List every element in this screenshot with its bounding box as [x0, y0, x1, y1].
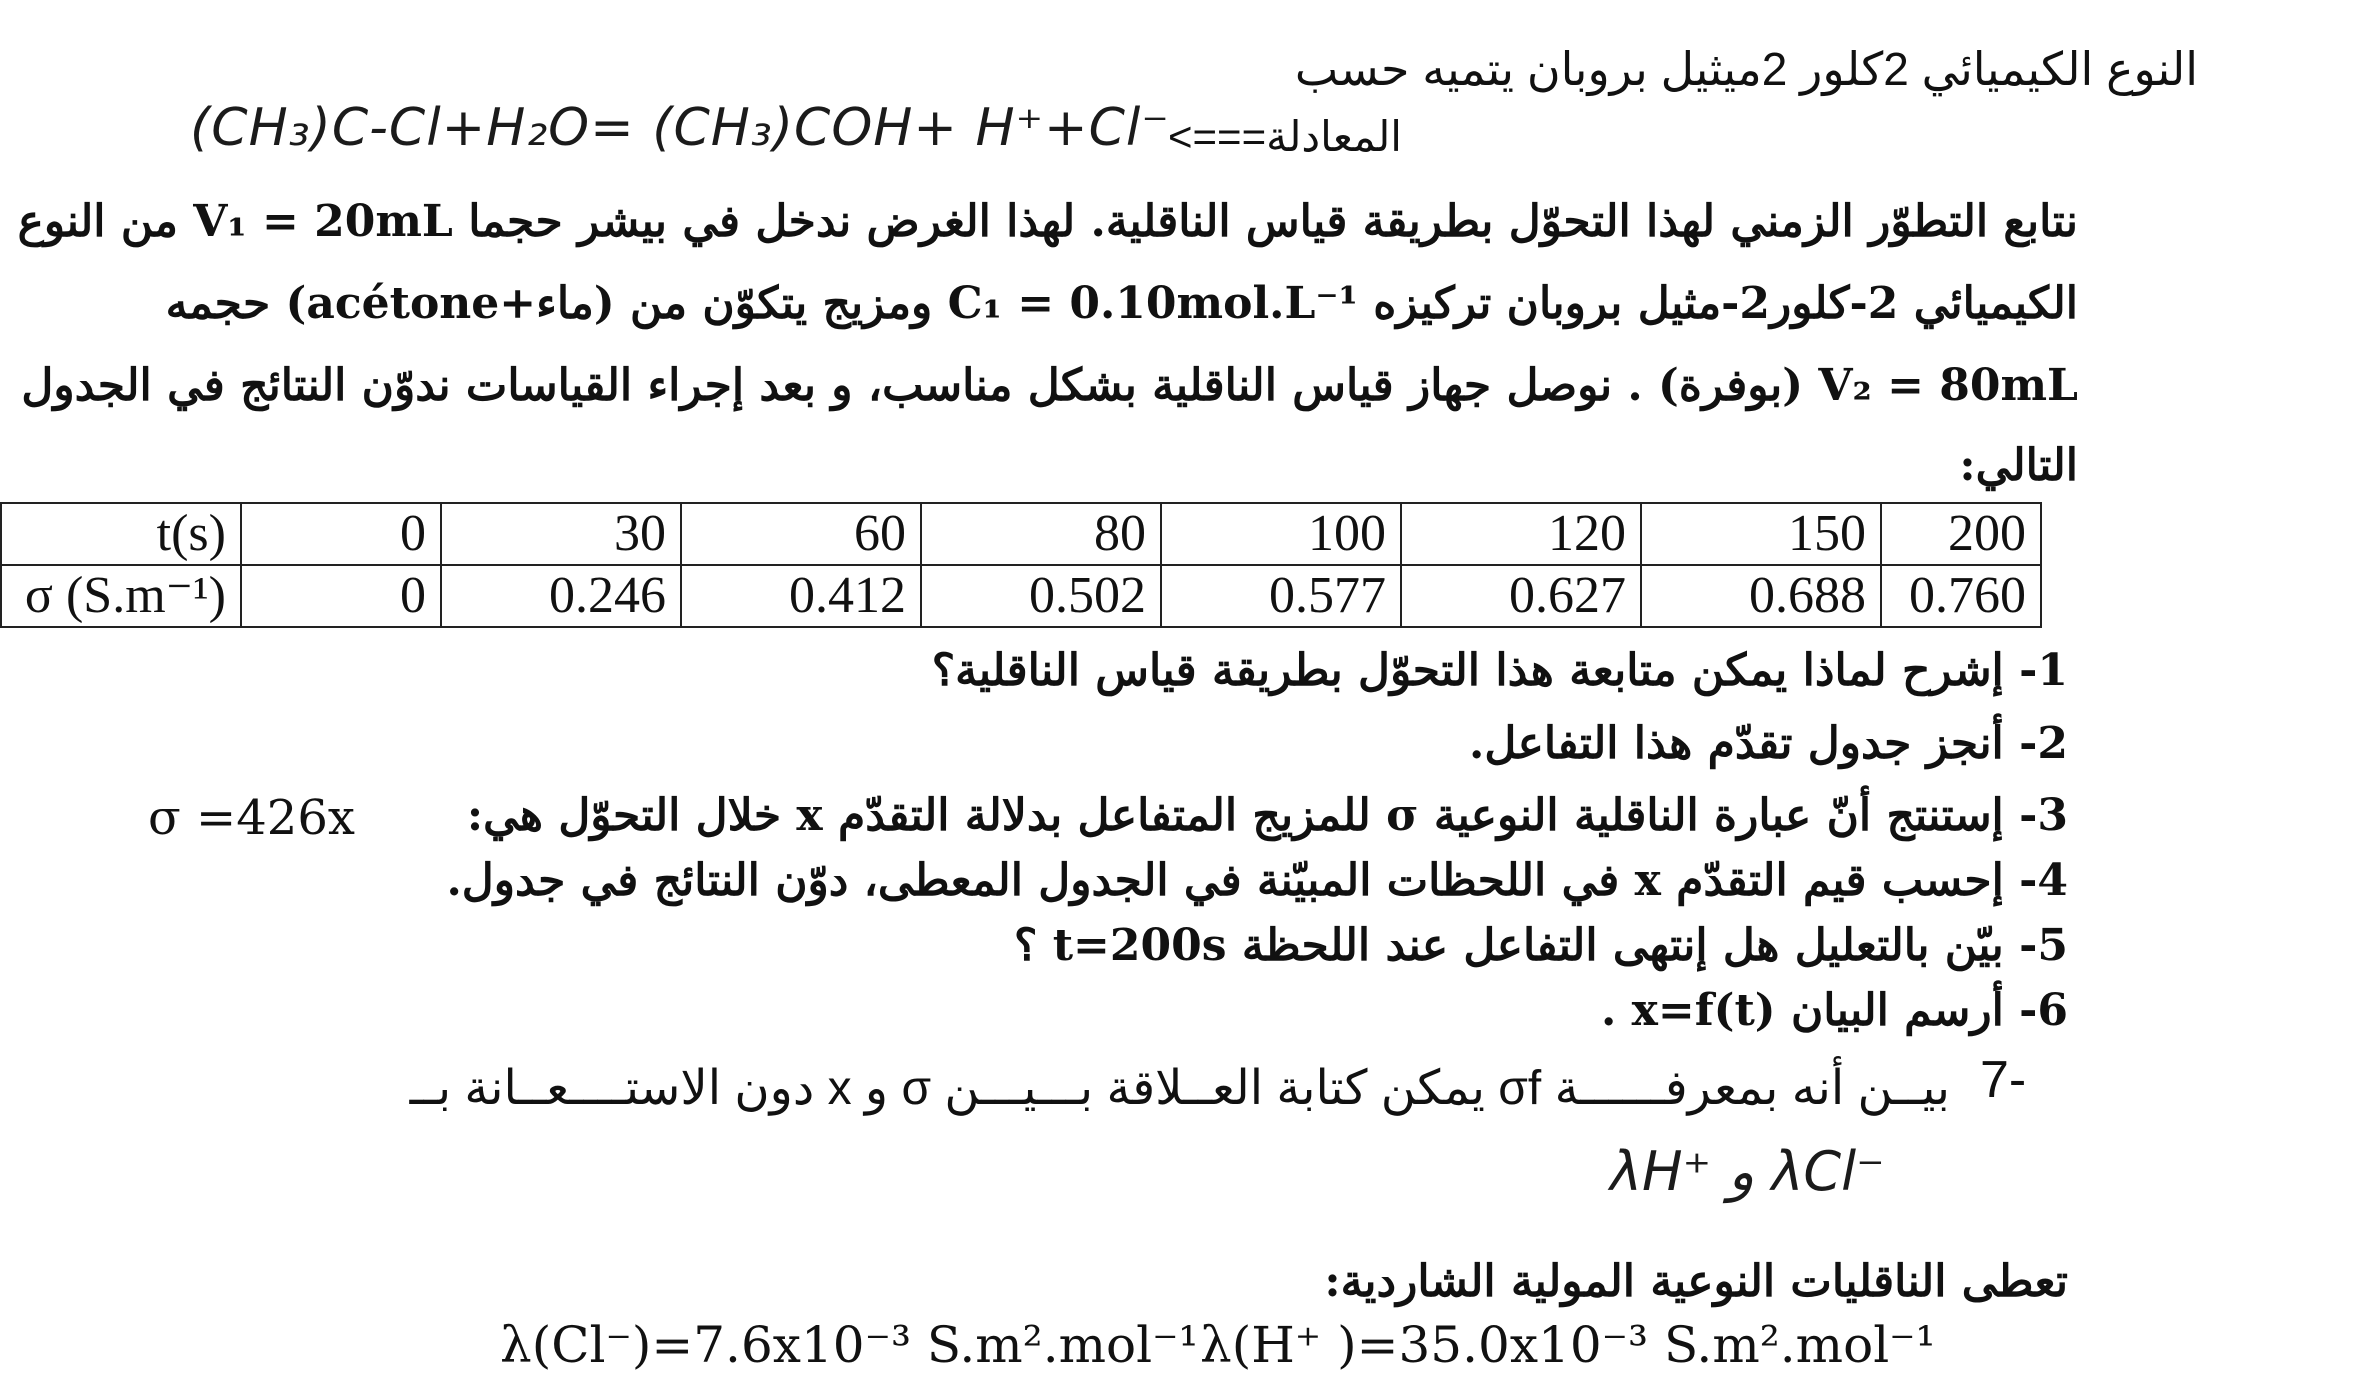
table-cell: 30	[441, 503, 681, 565]
question-7-lambdas: λH⁺ و λCl⁻	[1610, 1140, 1885, 1203]
paragraph-line-2: الكيميائي 2-كلور2-مثيل بروبان تركيزه C₁ = 0.10mol.L⁻¹ ومزيج يتكوّن من (ماء+acétone) حجمه	[165, 278, 2078, 329]
question-4: 4- إحسب قيم التقدّم x في اللحظات المبيّنة في الجدول المعطى، دوّن النتائج في جدول.	[446, 855, 2068, 906]
question-2: 2- أنجز جدول تقدّم هذا التفاعل.	[1469, 718, 2068, 769]
paragraph-line-1: نتابع التطوّر الزمني لهذا التحوّل بطريقة قياس الناقلية. لهذا الغرض ندخل في بيشر حجما V₁ = 20mL من النوع	[17, 196, 2078, 247]
table-cell: 0.688	[1641, 565, 1881, 627]
table-row-conductivity	[1, 565, 2041, 627]
paragraph-line-3: V₂ = 80mL (بوفرة) . نوصل جهاز قياس الناقلية بشكل مناسب، و بعد إجراء القياسات ندوّن النتائج في الجدول	[21, 360, 2078, 411]
table-header-conductivity: σ (S.m⁻¹)	[1, 565, 241, 627]
intro-line-2: المعادلة===>	[1168, 113, 1402, 160]
question-5: 5- بيّن بالتعليل هل إنتهى التفاعل عند اللحظة t=200s ؟	[1014, 920, 2068, 971]
measurements-table	[0, 502, 2042, 628]
table-cell: 200	[1881, 503, 2041, 565]
table-cell: 0.412	[681, 565, 921, 627]
question-3: 3- إستنتج أنّ عبارة الناقلية النوعية σ للمزيج المتفاعل بدلالة التقدّم x خلال التحوّل هي:	[466, 790, 2068, 841]
table-cell: 0	[241, 565, 441, 627]
question-7: بيــن أنه بمعرفــــــة σf يمكن كتابة العــلاقة بـــيـــن σ و x دون الاستــــعــانة بــ	[409, 1062, 1950, 1115]
intro-line-1: النوع الكيميائي 2كلور 2ميثيل بروبان يتميه حسب	[1294, 43, 2198, 95]
table-row-time	[1, 503, 2041, 565]
hydrolysis-equation: (CH₃)C-Cl+H₂O= (CH₃)COH+ H⁺+Cl⁻	[190, 98, 1170, 158]
question-7-number: 7-	[1980, 1051, 2027, 1109]
paragraph-line-4: التالي:	[1959, 440, 2078, 491]
given-data-title: تعطى الناقليات النوعية المولية الشاردية:	[1324, 1256, 2068, 1307]
table-cell: 120	[1401, 503, 1641, 565]
question-1: 1- إشرح لماذا يمكن متابعة هذا التحوّل بطريقة قياس الناقلية؟	[931, 645, 2068, 696]
question-6: 6- أرسم البيان x=f(t) .	[1600, 985, 2068, 1036]
table-cell: 0.760	[1881, 565, 2041, 627]
table-cell: 0.246	[441, 565, 681, 627]
table-cell: 60	[681, 503, 921, 565]
table-cell: 0	[241, 503, 441, 565]
question-3-formula: σ =426x	[148, 790, 355, 846]
table-cell: 0.627	[1401, 565, 1641, 627]
table-cell: 80	[921, 503, 1161, 565]
table-cell: 0.577	[1161, 565, 1401, 627]
table-cell: 0.502	[921, 565, 1161, 627]
table-cell: 100	[1161, 503, 1401, 565]
table-cell: 150	[1641, 503, 1881, 565]
lambda-chloride: λ(Cl⁻)=7.6x10⁻³ S.m².mol⁻¹	[500, 1316, 1199, 1374]
lambda-hydrogen: λ(H⁺ )=35.0x10⁻³ S.m².mol⁻¹	[1200, 1316, 1936, 1374]
table-header-time: t(s)	[1, 503, 241, 565]
